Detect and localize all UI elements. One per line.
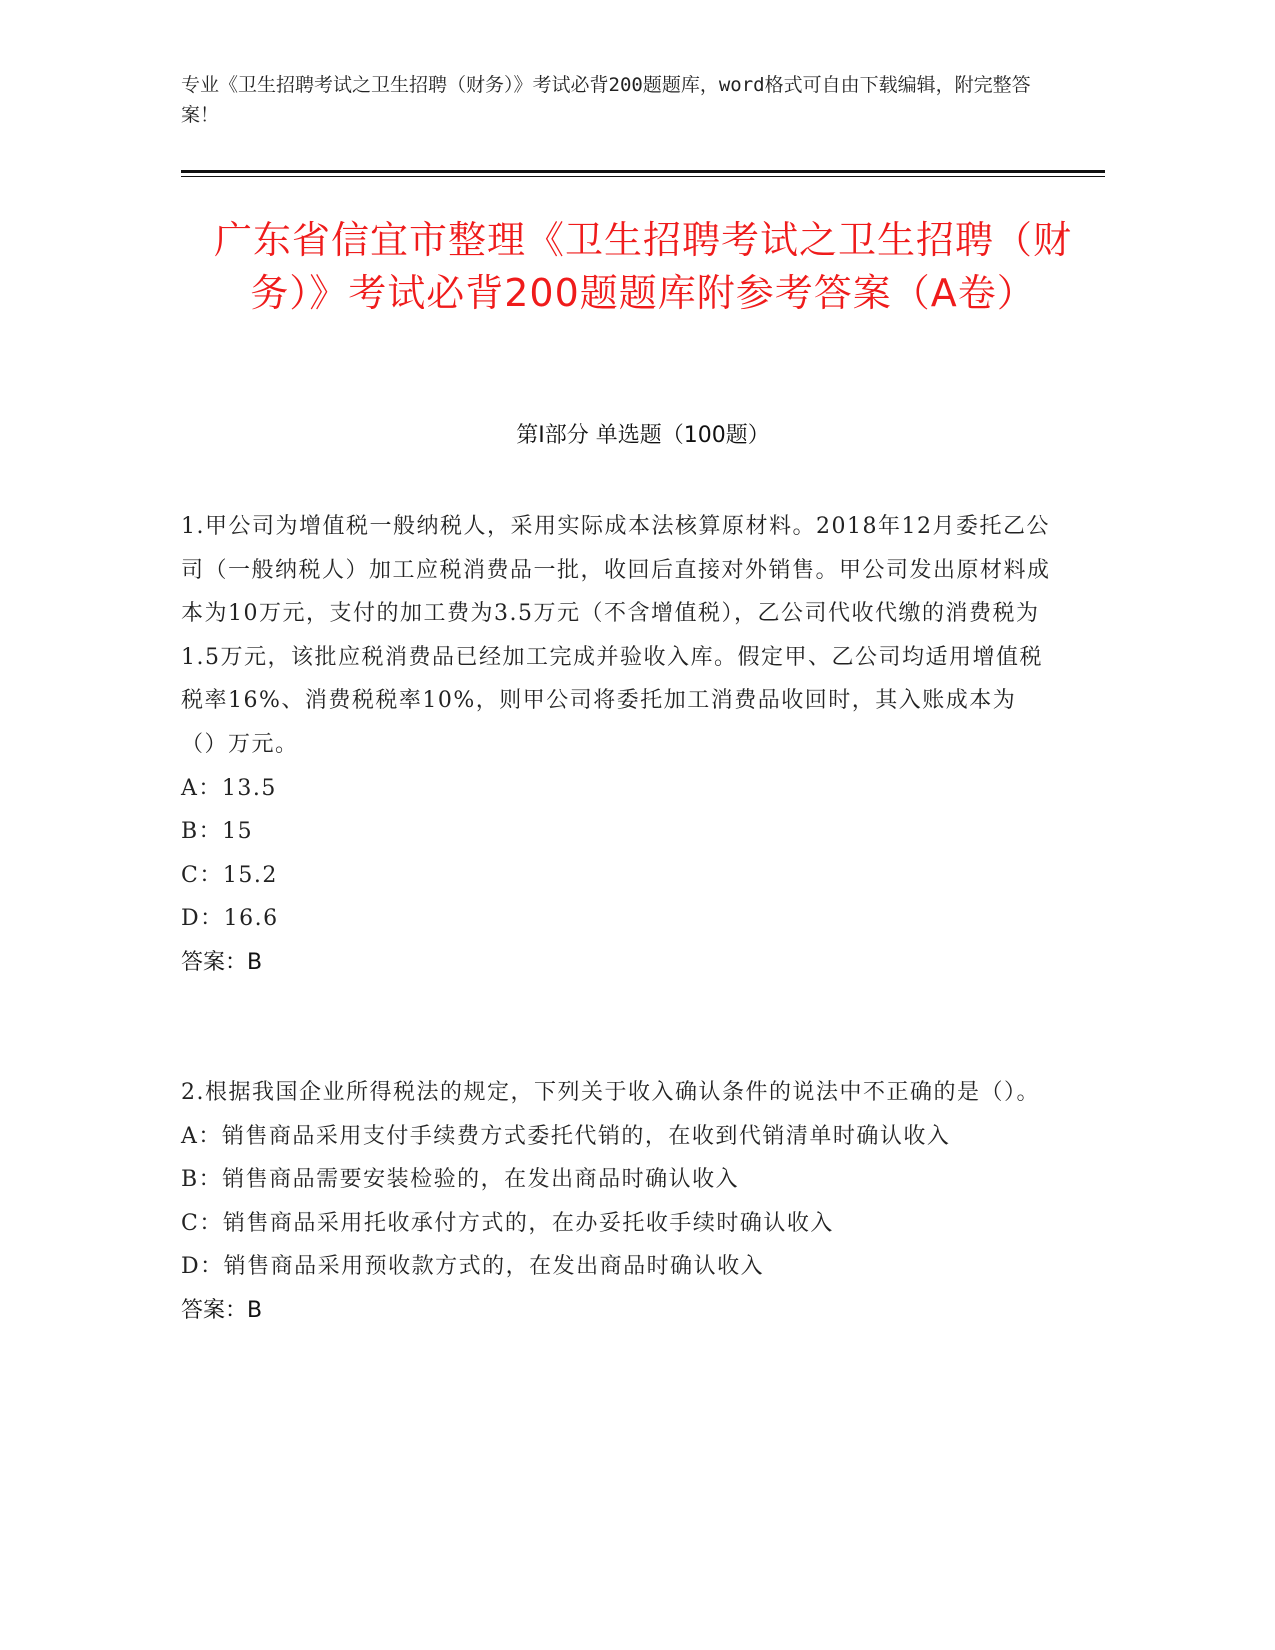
answer: 答案：B [181, 949, 263, 975]
header-divider-thick [181, 170, 1105, 173]
answer: 答案：B [181, 1297, 263, 1323]
option-c: C：15.2 [181, 862, 278, 888]
question-2 [181, 1071, 1051, 1333]
option-b: B：15 [181, 819, 254, 845]
option-c: C：销售商品采用托收承付方式的，在办妥托收手续时确认收入 [181, 1210, 834, 1236]
option-b: B：销售商品需要安装检验的，在发出商品时确认收入 [181, 1167, 740, 1193]
question-stem: 2.根据我国企业所得税法的规定，下列关于收入确认条件的说法中不正确的是（）。 [181, 1080, 1040, 1105]
question-stem: 1.甲公司为增值税一般纳税人，采用实际成本法核算原材料。2018年12月委托乙公司（一般纳税人）加工应税消费品一批，收回后直接对外销售。甲公司发出原材料成本为10万元，支付的加工费为3.5万元（不含增值税），乙公司代收代缴的消费税为1.5万元，该批应税消费品已经加工完成并验收入库。假定甲、乙公司均适用增值税税率16%、消费税税率10%，则甲公司将委托加工消费品收回时，其入账成本为（）万元。 [181, 514, 1051, 757]
header-divider-thin [181, 176, 1105, 177]
header-note: 专业《卫生招聘考试之卫生招聘（财务）》考试必背200题题库，word格式可自由下载编辑，附完整答案！ [181, 74, 1031, 126]
option-a: A：13.5 [181, 775, 277, 801]
option-a: A：销售商品采用支付手续费方式委托代销的，在收到代销清单时确认收入 [181, 1123, 951, 1149]
section-heading: 第Ⅰ部分 单选题（100题） [516, 423, 770, 448]
option-d: D：销售商品采用预收款方式的，在发出商品时确认收入 [181, 1254, 765, 1280]
document-title: 广东省信宜市整理《卫生招聘考试之卫生招聘（财务）》考试必背200题题库附参考答案（A卷） [213, 218, 1072, 315]
option-d: D：16.6 [181, 906, 279, 932]
question-1 [181, 505, 1051, 985]
